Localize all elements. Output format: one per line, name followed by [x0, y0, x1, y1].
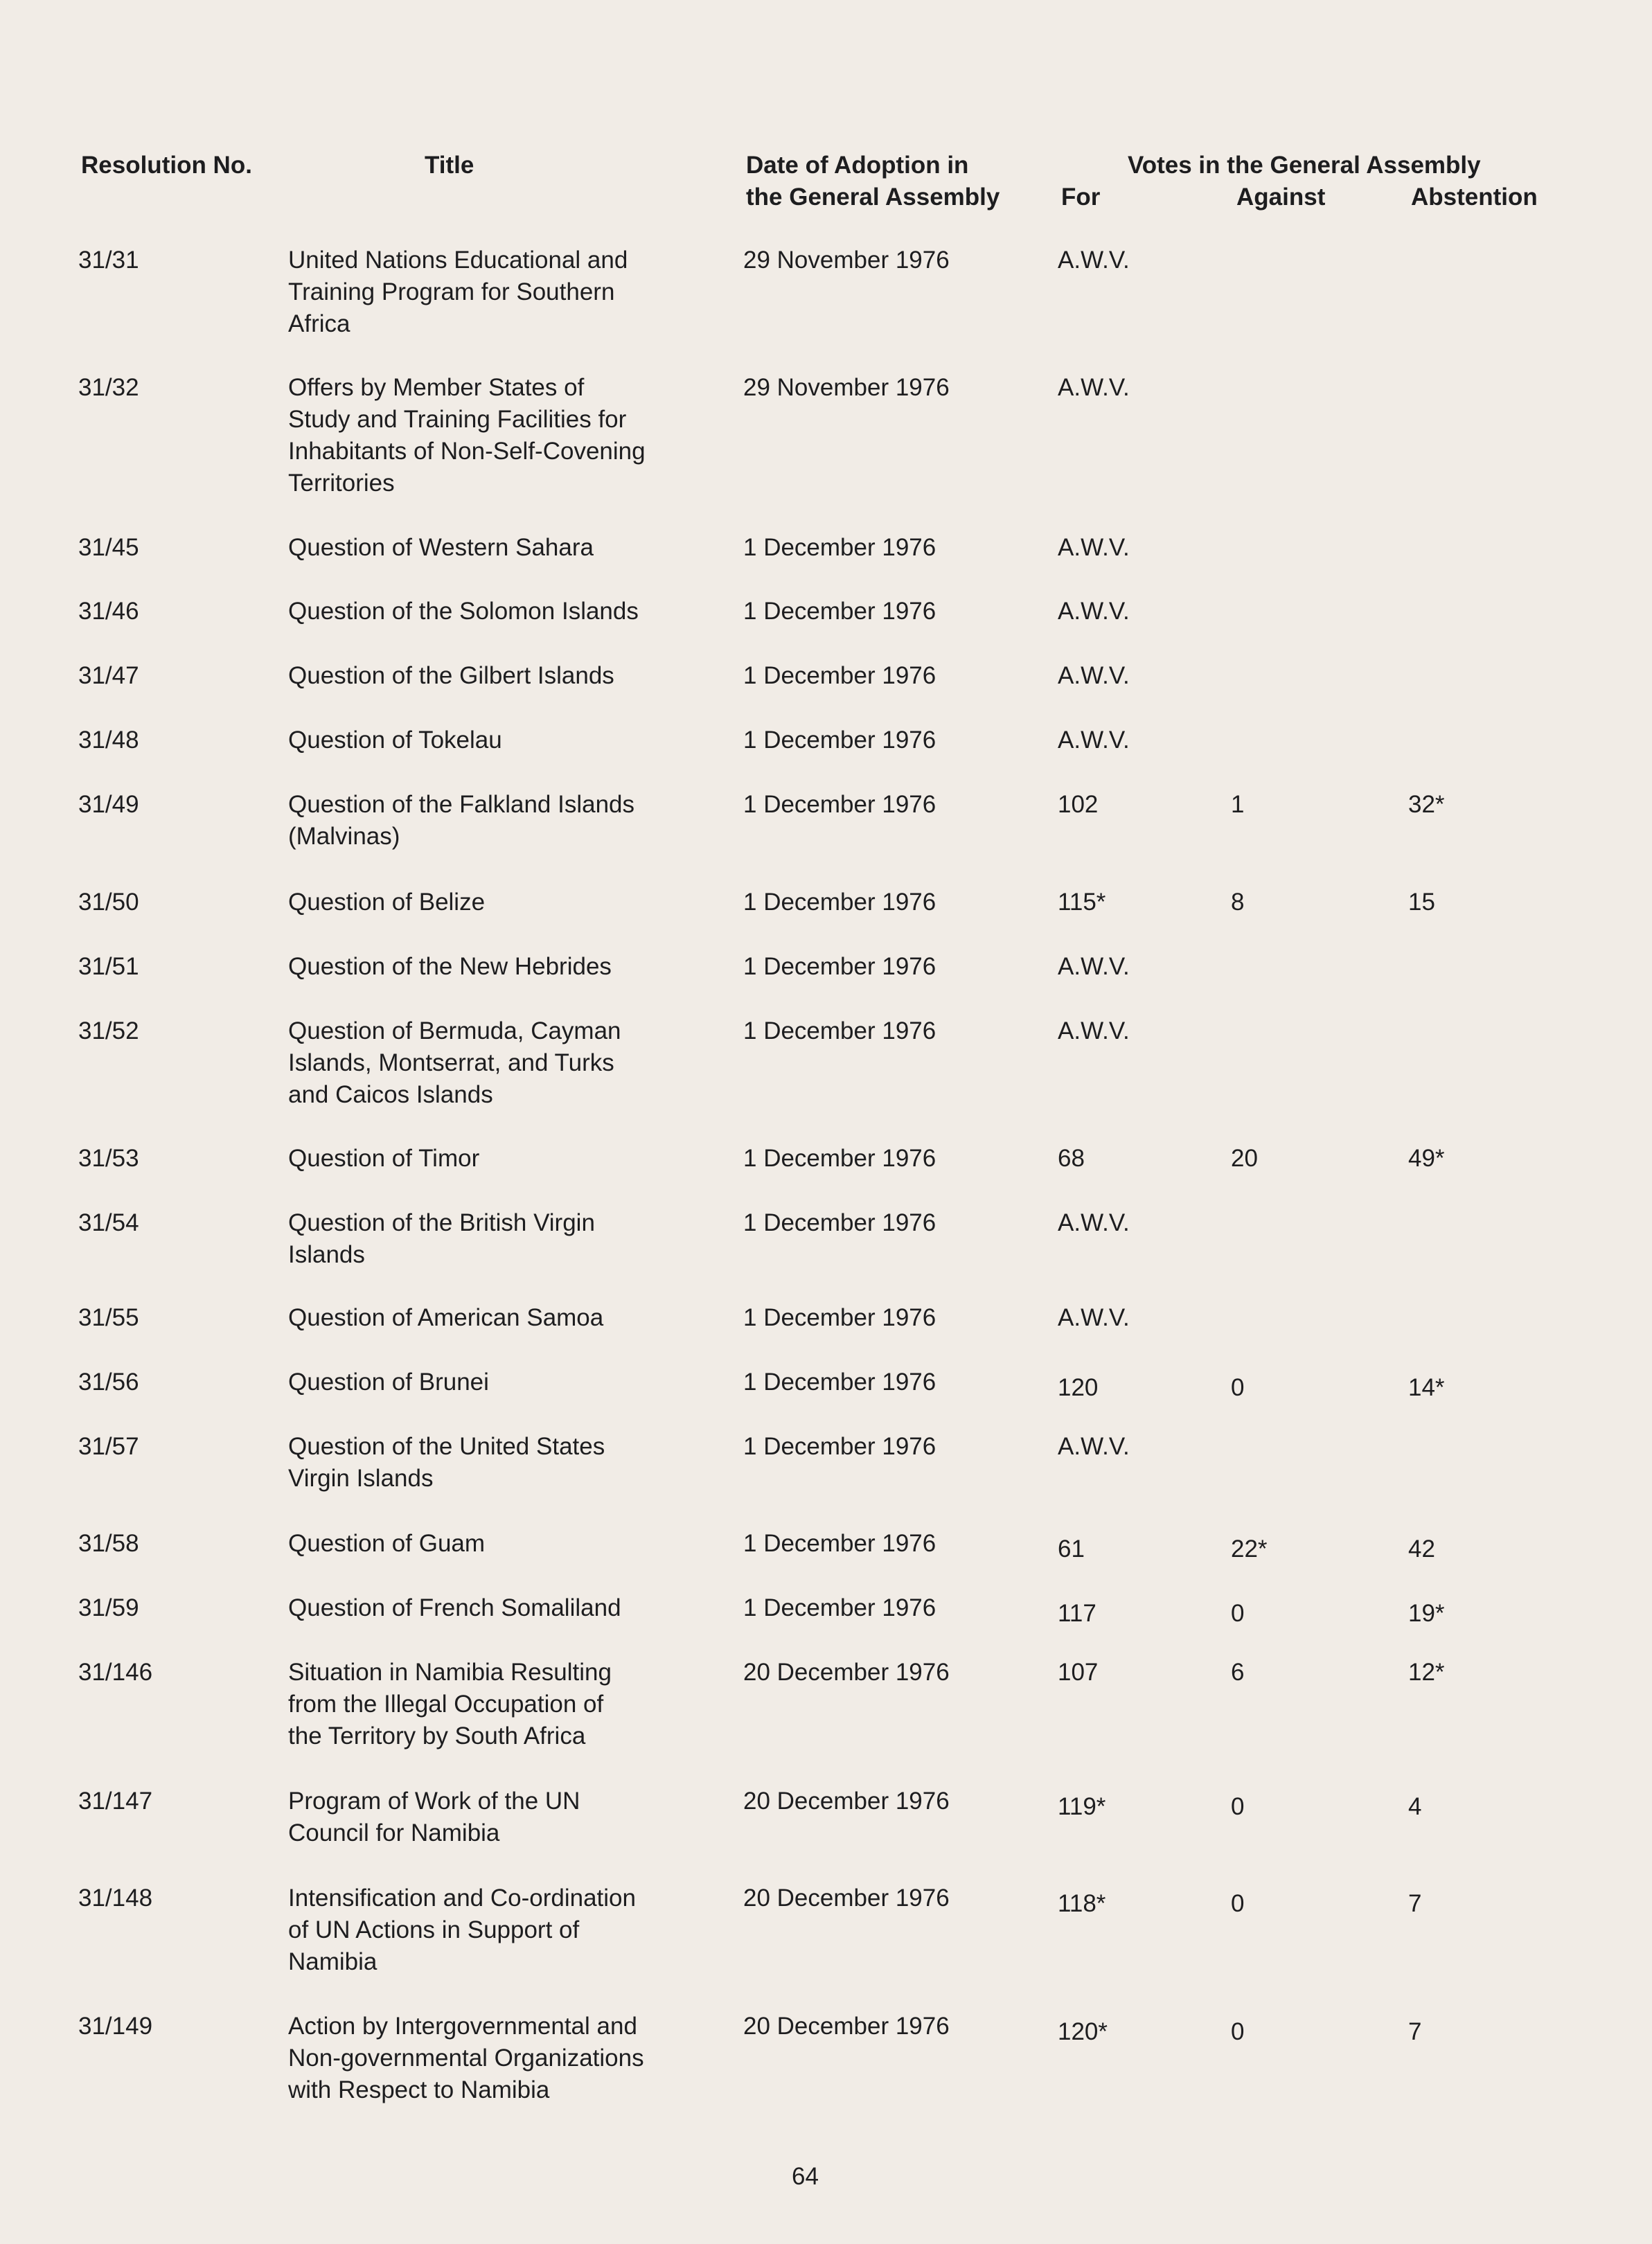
votes-for: A.W.V. [1058, 662, 1130, 689]
votes-for: A.W.V. [1058, 1017, 1130, 1044]
title-line: Question of American Samoa [288, 1304, 604, 1331]
resolution-number: 31/148 [78, 1885, 153, 1912]
resolution-title [288, 372, 718, 499]
votes-against: 0 [1231, 1374, 1245, 1401]
header-date [746, 150, 1000, 213]
title-line: Question of the Solomon Islands [288, 598, 639, 625]
resolution-title [288, 1786, 718, 1849]
title-line: Islands [288, 1241, 365, 1268]
votes-against: 6 [1231, 1659, 1245, 1686]
title-line: Question of Belize [288, 889, 486, 916]
votes-for: A.W.V. [1058, 1433, 1130, 1460]
title-line: Question of French Somaliland [288, 1594, 621, 1621]
adoption-date: 20 December 1976 [743, 1885, 950, 1912]
votes-against: 0 [1231, 1600, 1245, 1627]
title-line: Council for Namibia [288, 1819, 500, 1846]
title-line: Africa [288, 310, 350, 337]
header-for: For [1061, 184, 1101, 211]
title-line: Question of Western Sahara [288, 534, 594, 561]
title-line: Offers by Member States of [288, 374, 585, 401]
resolution-title [288, 724, 718, 756]
resolution-number: 31/47 [78, 662, 139, 689]
adoption-date: 1 December 1976 [743, 791, 936, 818]
title-line: from the Illegal Occupation of [288, 1691, 604, 1718]
votes-for: 68 [1058, 1145, 1085, 1172]
adoption-date: 1 December 1976 [743, 534, 936, 561]
votes-abstention: 12* [1408, 1659, 1445, 1686]
title-line: Question of Timor [288, 1145, 480, 1172]
resolution-title [288, 1143, 718, 1175]
title-line: with Respect to Namibia [288, 2076, 550, 2103]
title-line: Training Program for Southern [288, 278, 615, 305]
title-line: of UN Actions in Support of [288, 1916, 580, 1943]
resolution-title [288, 1882, 718, 1978]
resolution-number: 31/54 [78, 1209, 139, 1236]
adoption-date: 20 December 1976 [743, 1788, 950, 1815]
header-title: Title [425, 152, 474, 179]
votes-for: 120* [1058, 2018, 1108, 2045]
resolution-number: 31/52 [78, 1017, 139, 1044]
title-line: United Nations Educational and [288, 247, 628, 274]
adoption-date: 20 December 1976 [743, 1659, 950, 1686]
resolution-number: 31/50 [78, 889, 139, 916]
votes-for: 102 [1058, 791, 1099, 818]
resolution-title [288, 532, 718, 564]
adoption-date: 1 December 1976 [743, 1209, 936, 1236]
resolution-number: 31/56 [78, 1369, 139, 1396]
votes-for: A.W.V. [1058, 247, 1130, 274]
title-line: Islands, Montserrat, and Turks [288, 1049, 614, 1076]
title-line: Study and Training Facilities for [288, 406, 627, 433]
votes-for: 120 [1058, 1374, 1099, 1401]
votes-abstention: 15 [1408, 889, 1435, 916]
resolution-number: 31/32 [78, 374, 139, 401]
adoption-date: 1 December 1976 [743, 727, 936, 754]
adoption-date: 20 December 1976 [743, 2013, 950, 2040]
title-line: Namibia [288, 1948, 378, 1975]
title-line: Question of the New Hebrides [288, 953, 612, 980]
resolution-title [288, 244, 718, 340]
resolution-number: 31/49 [78, 791, 139, 818]
votes-for: 119* [1058, 1793, 1106, 1820]
votes-for: A.W.V. [1058, 953, 1130, 980]
resolution-title [288, 1592, 718, 1624]
votes-against: 22* [1231, 1535, 1268, 1562]
votes-for: A.W.V. [1058, 727, 1130, 754]
title-line: Virgin Islands [288, 1465, 434, 1492]
resolution-number: 31/45 [78, 534, 139, 561]
title-line: Question of the British Virgin [288, 1209, 595, 1236]
resolution-number: 31/48 [78, 727, 139, 754]
title-line: Question of the United States [288, 1433, 605, 1460]
votes-for: 117 [1058, 1600, 1096, 1627]
resolution-number: 31/55 [78, 1304, 139, 1331]
resolution-title [288, 951, 718, 983]
resolution-title [288, 789, 718, 853]
resolution-title [288, 1302, 718, 1334]
adoption-date: 1 December 1976 [743, 598, 936, 625]
adoption-date: 1 December 1976 [743, 1433, 936, 1460]
votes-abstention: 32* [1408, 791, 1445, 818]
votes-for: 118* [1058, 1890, 1106, 1917]
header-resolution: Resolution No. [81, 152, 252, 179]
resolution-title [288, 596, 718, 627]
title-line: Intensification and Co-ordination [288, 1885, 636, 1912]
resolution-number: 31/31 [78, 247, 139, 274]
page-number: 64 [792, 2163, 819, 2190]
adoption-date: 29 November 1976 [743, 374, 950, 401]
votes-for: A.W.V. [1058, 598, 1130, 625]
votes-against: 1 [1231, 791, 1245, 818]
resolution-title [288, 1528, 718, 1560]
votes-for: A.W.V. [1058, 1304, 1130, 1331]
adoption-date: 1 December 1976 [743, 662, 936, 689]
resolution-number: 31/57 [78, 1433, 139, 1460]
resolution-title [288, 660, 718, 692]
adoption-date: 1 December 1976 [743, 1304, 936, 1331]
adoption-date: 1 December 1976 [743, 889, 936, 916]
adoption-date: 1 December 1976 [743, 1369, 936, 1396]
title-line: Inhabitants of Non-Self-Covening [288, 438, 646, 465]
resolution-number: 31/51 [78, 953, 139, 980]
votes-for: A.W.V. [1058, 534, 1130, 561]
title-line: (Malvinas) [288, 823, 400, 850]
resolution-title [288, 1015, 718, 1111]
resolution-title [288, 1366, 718, 1398]
resolution-number: 31/149 [78, 2013, 153, 2040]
adoption-date: 1 December 1976 [743, 1017, 936, 1044]
adoption-date: 29 November 1976 [743, 247, 950, 274]
adoption-date: 1 December 1976 [743, 953, 936, 980]
header-date-line2: the General Assembly [746, 184, 1000, 211]
resolution-title [288, 1207, 718, 1271]
title-line: Question of the Gilbert Islands [288, 662, 614, 689]
header-against: Against [1236, 184, 1326, 211]
votes-abstention: 14* [1408, 1374, 1445, 1401]
header-votes: Votes in the General Assembly [1128, 152, 1481, 179]
votes-for: 61 [1058, 1535, 1085, 1562]
header-abstention: Abstention [1411, 184, 1538, 211]
title-line: Situation in Namibia Resulting [288, 1659, 612, 1686]
votes-abstention: 7 [1408, 1890, 1422, 1917]
resolution-title [288, 1431, 718, 1495]
votes-against: 0 [1231, 1890, 1245, 1917]
title-line: Question of Tokelau [288, 727, 502, 754]
resolution-number: 31/146 [78, 1659, 153, 1686]
resolution-number: 31/46 [78, 598, 139, 625]
title-line: Question of Guam [288, 1530, 486, 1557]
votes-for: 107 [1058, 1659, 1099, 1686]
resolution-title [288, 2011, 718, 2106]
votes-abstention: 7 [1408, 2018, 1422, 2045]
adoption-date: 1 December 1976 [743, 1530, 936, 1557]
title-line: Question of Bermuda, Cayman [288, 1017, 621, 1044]
resolution-title [288, 887, 718, 918]
adoption-date: 1 December 1976 [743, 1145, 936, 1172]
votes-for: A.W.V. [1058, 374, 1130, 401]
votes-for: 115* [1058, 889, 1106, 916]
votes-against: 20 [1231, 1145, 1258, 1172]
title-line: Question of Brunei [288, 1369, 489, 1396]
votes-abstention: 42 [1408, 1535, 1435, 1562]
resolution-number: 31/59 [78, 1594, 139, 1621]
adoption-date: 1 December 1976 [743, 1594, 936, 1621]
title-line: and Caicos Islands [288, 1081, 493, 1108]
resolution-title [288, 1657, 718, 1752]
votes-against: 8 [1231, 889, 1245, 916]
header-date-line1: Date of Adoption in [746, 152, 969, 179]
votes-for: A.W.V. [1058, 1209, 1130, 1236]
title-line: Program of Work of the UN [288, 1788, 580, 1815]
title-line: Non-governmental Organizations [288, 2045, 644, 2072]
title-line: Question of the Falkland Islands [288, 791, 635, 818]
title-line: the Territory by South Africa [288, 1722, 586, 1749]
title-line: Territories [288, 470, 395, 497]
resolution-number: 31/147 [78, 1788, 153, 1815]
votes-abstention: 4 [1408, 1793, 1422, 1820]
resolution-number: 31/58 [78, 1530, 139, 1557]
votes-against: 0 [1231, 1793, 1245, 1820]
votes-against: 0 [1231, 2018, 1245, 2045]
resolution-number: 31/53 [78, 1145, 139, 1172]
votes-abstention: 49* [1408, 1145, 1445, 1172]
title-line: Action by Intergovernmental and [288, 2013, 637, 2040]
votes-abstention: 19* [1408, 1600, 1445, 1627]
